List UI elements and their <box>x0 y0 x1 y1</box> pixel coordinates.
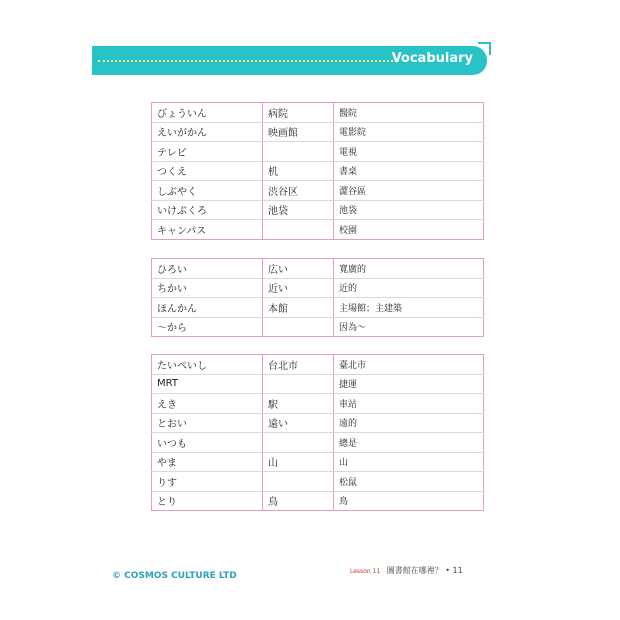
vocab-row <box>152 374 484 394</box>
page-number: • 11 <box>445 566 463 575</box>
vocab-kanji: 病院 <box>263 103 334 123</box>
vocab-kanji: 渋谷区 <box>263 181 334 201</box>
vocab-kana: やま <box>152 452 263 472</box>
vocab-kanji: 台北市 <box>263 355 334 375</box>
vocab-meaning: 山 <box>334 452 484 472</box>
vocab-meaning: 校園 <box>339 225 358 236</box>
vocab-kanji: 鳥 <box>263 491 334 511</box>
lesson-title: 圖書館在哪裡？ <box>386 566 443 575</box>
vocab-row <box>152 181 484 201</box>
vocab-kanji: 本館 <box>263 298 334 318</box>
vocab-kana: つくえ <box>152 161 263 181</box>
vocab-meaning: 近的 <box>334 278 484 298</box>
vocab-meaning: 書桌 <box>334 161 484 181</box>
vocab-meaning: 總是 <box>334 433 484 453</box>
vocab-kana: ちかい <box>152 278 263 298</box>
vocab-meaning: 松鼠 <box>334 472 484 492</box>
vocab-row <box>152 122 484 142</box>
vocab-kana: りす <box>152 472 263 492</box>
vocab-kana: いけぶくろ <box>152 200 263 220</box>
vocab-meaning: 寬廣的 <box>334 259 484 279</box>
vocab-row <box>152 472 484 492</box>
vocab-meaning: 車站 <box>334 394 484 414</box>
vocab-kanji: 池袋 <box>263 200 334 220</box>
vocabulary-banner <box>92 46 487 75</box>
vocab-row <box>152 317 484 337</box>
vocab-row <box>152 220 484 240</box>
vocab-row <box>152 161 484 181</box>
vocab-row <box>152 278 484 298</box>
vocab-table-3 <box>151 354 484 511</box>
lesson-label: Lesson 11 <box>350 568 381 575</box>
vocab-kanji: 机 <box>263 161 334 181</box>
vocab-kana: ほんかん <box>152 298 263 318</box>
vocab-kana: たいぺいし <box>152 355 263 375</box>
vocab-kanji <box>263 317 334 337</box>
vocab-kanji: 近い <box>263 278 334 298</box>
vocab-row <box>152 298 484 318</box>
vocab-kanji: 広い <box>263 259 334 279</box>
vocab-kanji: 山 <box>263 452 334 472</box>
vocab-meaning: 遠的 <box>334 413 484 433</box>
vocab-kana: とおい <box>152 413 263 433</box>
vocab-kana: びょういん <box>152 103 263 123</box>
vocab-table-2 <box>151 258 484 337</box>
vocab-meaning: 醫院 <box>334 103 484 123</box>
vocab-kanji <box>263 142 334 162</box>
vocab-kanji: 遠い <box>263 413 334 433</box>
vocab-row <box>152 452 484 472</box>
vocab-meaning: 主場館；主建築 <box>334 298 484 318</box>
vocab-row <box>152 433 484 453</box>
banner-corner-decoration <box>478 42 491 55</box>
vocab-kanji <box>263 374 334 394</box>
vocab-row <box>152 355 484 375</box>
vocab-kana: テレビ <box>152 142 263 162</box>
banner-dotted-line <box>98 60 397 62</box>
vocab-meaning: 捷運 <box>334 374 484 394</box>
vocab-kanji <box>263 472 334 492</box>
vocab-row <box>152 142 484 162</box>
vocab-kana: えき <box>152 394 263 414</box>
vocab-kana: ひろい <box>152 259 263 279</box>
copyright-notice: © COSMOS CULTURE LTD <box>112 571 237 581</box>
vocab-kanji: 映画館 <box>263 122 334 142</box>
vocab-meaning: 電影院 <box>334 122 484 142</box>
vocab-table-1 <box>151 102 484 240</box>
vocab-row <box>152 413 484 433</box>
vocab-kana: とり <box>152 491 263 511</box>
vocab-meaning: 臺北市 <box>334 355 484 375</box>
page-footer <box>350 565 463 576</box>
vocab-kanji: 駅 <box>263 394 334 414</box>
vocab-meaning: 池袋 <box>334 200 484 220</box>
vocab-meaning: 因為～ <box>339 323 367 334</box>
vocab-row <box>152 200 484 220</box>
vocab-row <box>152 103 484 123</box>
vocab-kana: しぶやく <box>152 181 263 201</box>
vocab-row <box>152 491 484 511</box>
vocab-row <box>152 259 484 279</box>
vocab-kana: えいがかん <box>152 122 263 142</box>
vocab-meaning: 澀谷區 <box>334 181 484 201</box>
vocab-row <box>152 394 484 414</box>
section-title: Vocabulary <box>391 51 473 66</box>
vocab-kana: MRT <box>152 374 263 394</box>
vocab-kanji <box>263 220 334 240</box>
vocab-kana: いつも <box>152 433 263 453</box>
vocab-meaning: 電視 <box>334 142 484 162</box>
vocab-meaning: 鳥 <box>339 497 349 508</box>
vocab-kana: ～から <box>152 317 263 337</box>
vocab-kanji <box>263 433 334 453</box>
vocab-kana: キャンパス <box>152 220 263 240</box>
